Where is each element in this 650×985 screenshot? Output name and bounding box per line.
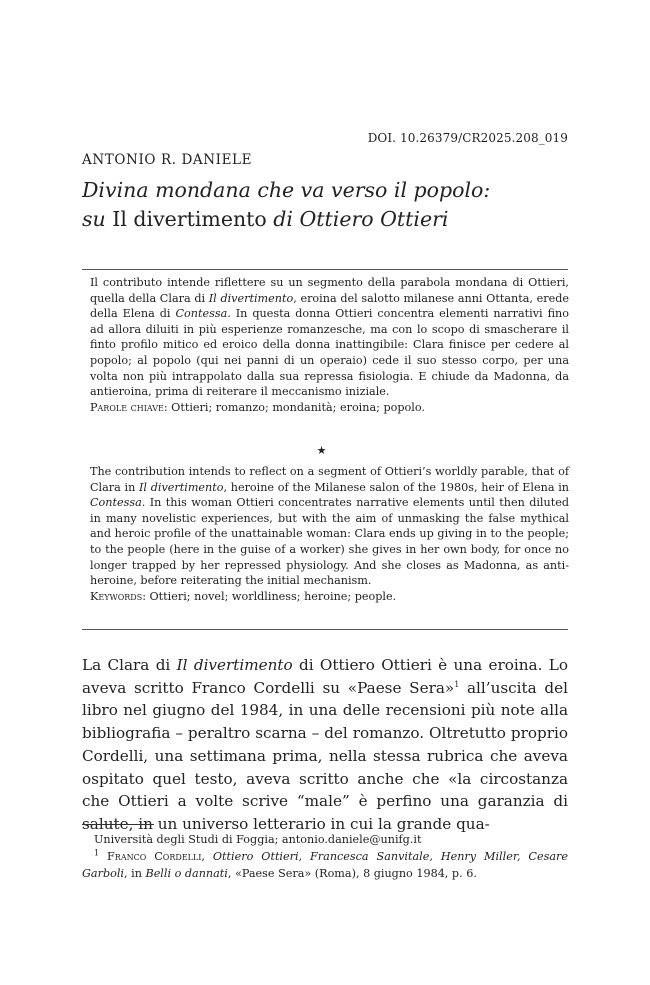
title-work-name: Il divertimento: [112, 207, 267, 231]
abstract-en-work-2: Contessa: [90, 496, 142, 510]
footnotes: [82, 831, 568, 882]
abstract-it-work-1: Il divertimento: [208, 291, 294, 305]
body-part-3: all’uscita del libro nel giugno del 1984, in una delle recensioni più note alla bibliografia – peraltro scarna – del romanzo. Oltretutto proprio Cordelli, una settimana prima, nella stessa rubrica che aveva ospitato quel testo, aveva scritto anche che «la circostanza che Ottieri a volte scrive “male” è perfino una garanzia di salute, in un universo letterario in cui la grande qua-: [82, 678, 568, 833]
body-work-title: Il divertimento: [176, 656, 293, 674]
keywords-english: [90, 589, 569, 605]
title-line-1: Divina mondana che va verso il popolo:: [82, 178, 491, 202]
footnote-1: [82, 848, 568, 882]
abstract-english-text: [90, 464, 569, 589]
footnote-divider: [82, 824, 154, 825]
abstract-it-work-2: Contessa: [175, 307, 228, 321]
footnote-1-title: Ottiero Ottieri, Francesca Sanvitale, Henry Miller, Cesare Garboli: [82, 850, 568, 880]
body-part-1: La Clara di: [82, 656, 177, 674]
footnote-ref-1[interactable]: 1: [454, 679, 460, 689]
body-part-2: di Ottiero Ottieri è una eroina. Lo aveva scritto Franco Cordelli su «Paese Sera»: [82, 656, 568, 697]
article-title: [82, 176, 582, 234]
keywords-it-label: Parole chiave: [90, 400, 164, 414]
footnote-1-in: , in: [124, 867, 146, 880]
keywords-en-list: : Ottieri; novel; worldliness; heroine; people.: [142, 589, 397, 603]
separator-star-icon: ★: [316, 444, 327, 457]
body-text: [82, 654, 568, 836]
title-line-2-prefix: su: [82, 207, 113, 231]
title-line-2-suffix: di Ottiero Ottieri: [266, 207, 449, 231]
abstract-english: [90, 464, 569, 604]
affiliation-note: Università degli Studi di Foggia; antonio.daniele@unifg.it: [94, 833, 422, 846]
footnote-1-author: Franco Cordelli: [107, 850, 202, 863]
author-name: ANTONIO R. DANIELE: [82, 152, 253, 168]
abstract-it-part-2: , eroina del salotto milanese anni Ottanta, erede della Elena di: [90, 291, 569, 321]
abstract-en-part-2: , heroine of the Milanese salon of the 1980s, heir of Elena in: [223, 480, 569, 494]
abstract-italian-text: [90, 275, 569, 400]
abstract-en-part-3: . In this woman Ottieri concentrates narrative elements until then diluted in many novelistic experiences, but with the aim of unmasking the false mythical and heroic profile of the unattainable woman: Clara ends up giving in to the people; to the people (here in the guise of a worker) she gives in her own body, for once no longer trapped by her repressed physiology. And she closes as Madonna, as anti-heroine, before reiterating the initial mechanism.: [90, 496, 569, 588]
abstract-en-work-1: Il divertimento: [139, 480, 224, 494]
footnote-1-rest: , «Paese Sera» (Roma), 8 giugno 1984, p. 6.: [227, 867, 477, 880]
keywords-it-list: : Ottieri; romanzo; mondanità; eroina; popolo.: [163, 400, 425, 414]
body-paragraph: [82, 654, 568, 836]
keywords-en-label: Keywords: [90, 589, 143, 603]
abstract-box: [82, 269, 568, 630]
abstract-italian: [90, 275, 569, 415]
abstract-it-part-1: Il contributo intende riflettere su un segmento della parabola mondana di Ottieri, quella della Clara di: [90, 276, 569, 305]
keywords-italian: [90, 400, 569, 416]
footnote-1-column: Belli o dannati: [145, 867, 228, 880]
abstract-it-part-3: . In questa donna Ottieri concentra elementi narrativi fino ad allora diluiti in più esperienze romanzesche, ma con lo scopo di smascherare il finto profilo mitico ed eroico della donna inattingibile: Clara finisce per cedere al popolo; al popolo (qui nei panni di un operaio) cede il suo stesso corpo, per una volta non più intrappolato dalla sua repressa fisiologia. E chiude da Madonna, da antieroina, prima di reiterare il meccanismo iniziale.: [90, 307, 569, 399]
doi-label: DOI. 10.26379/CR2025.208_019: [367, 131, 568, 145]
abstract-en-part-1: The contribution intends to reflect on a segment of Ottieri’s worldly parable, that of Clara in: [90, 465, 569, 494]
footnote-1-mark: 1: [94, 848, 100, 858]
footnote-1-sep: ,: [201, 850, 213, 863]
